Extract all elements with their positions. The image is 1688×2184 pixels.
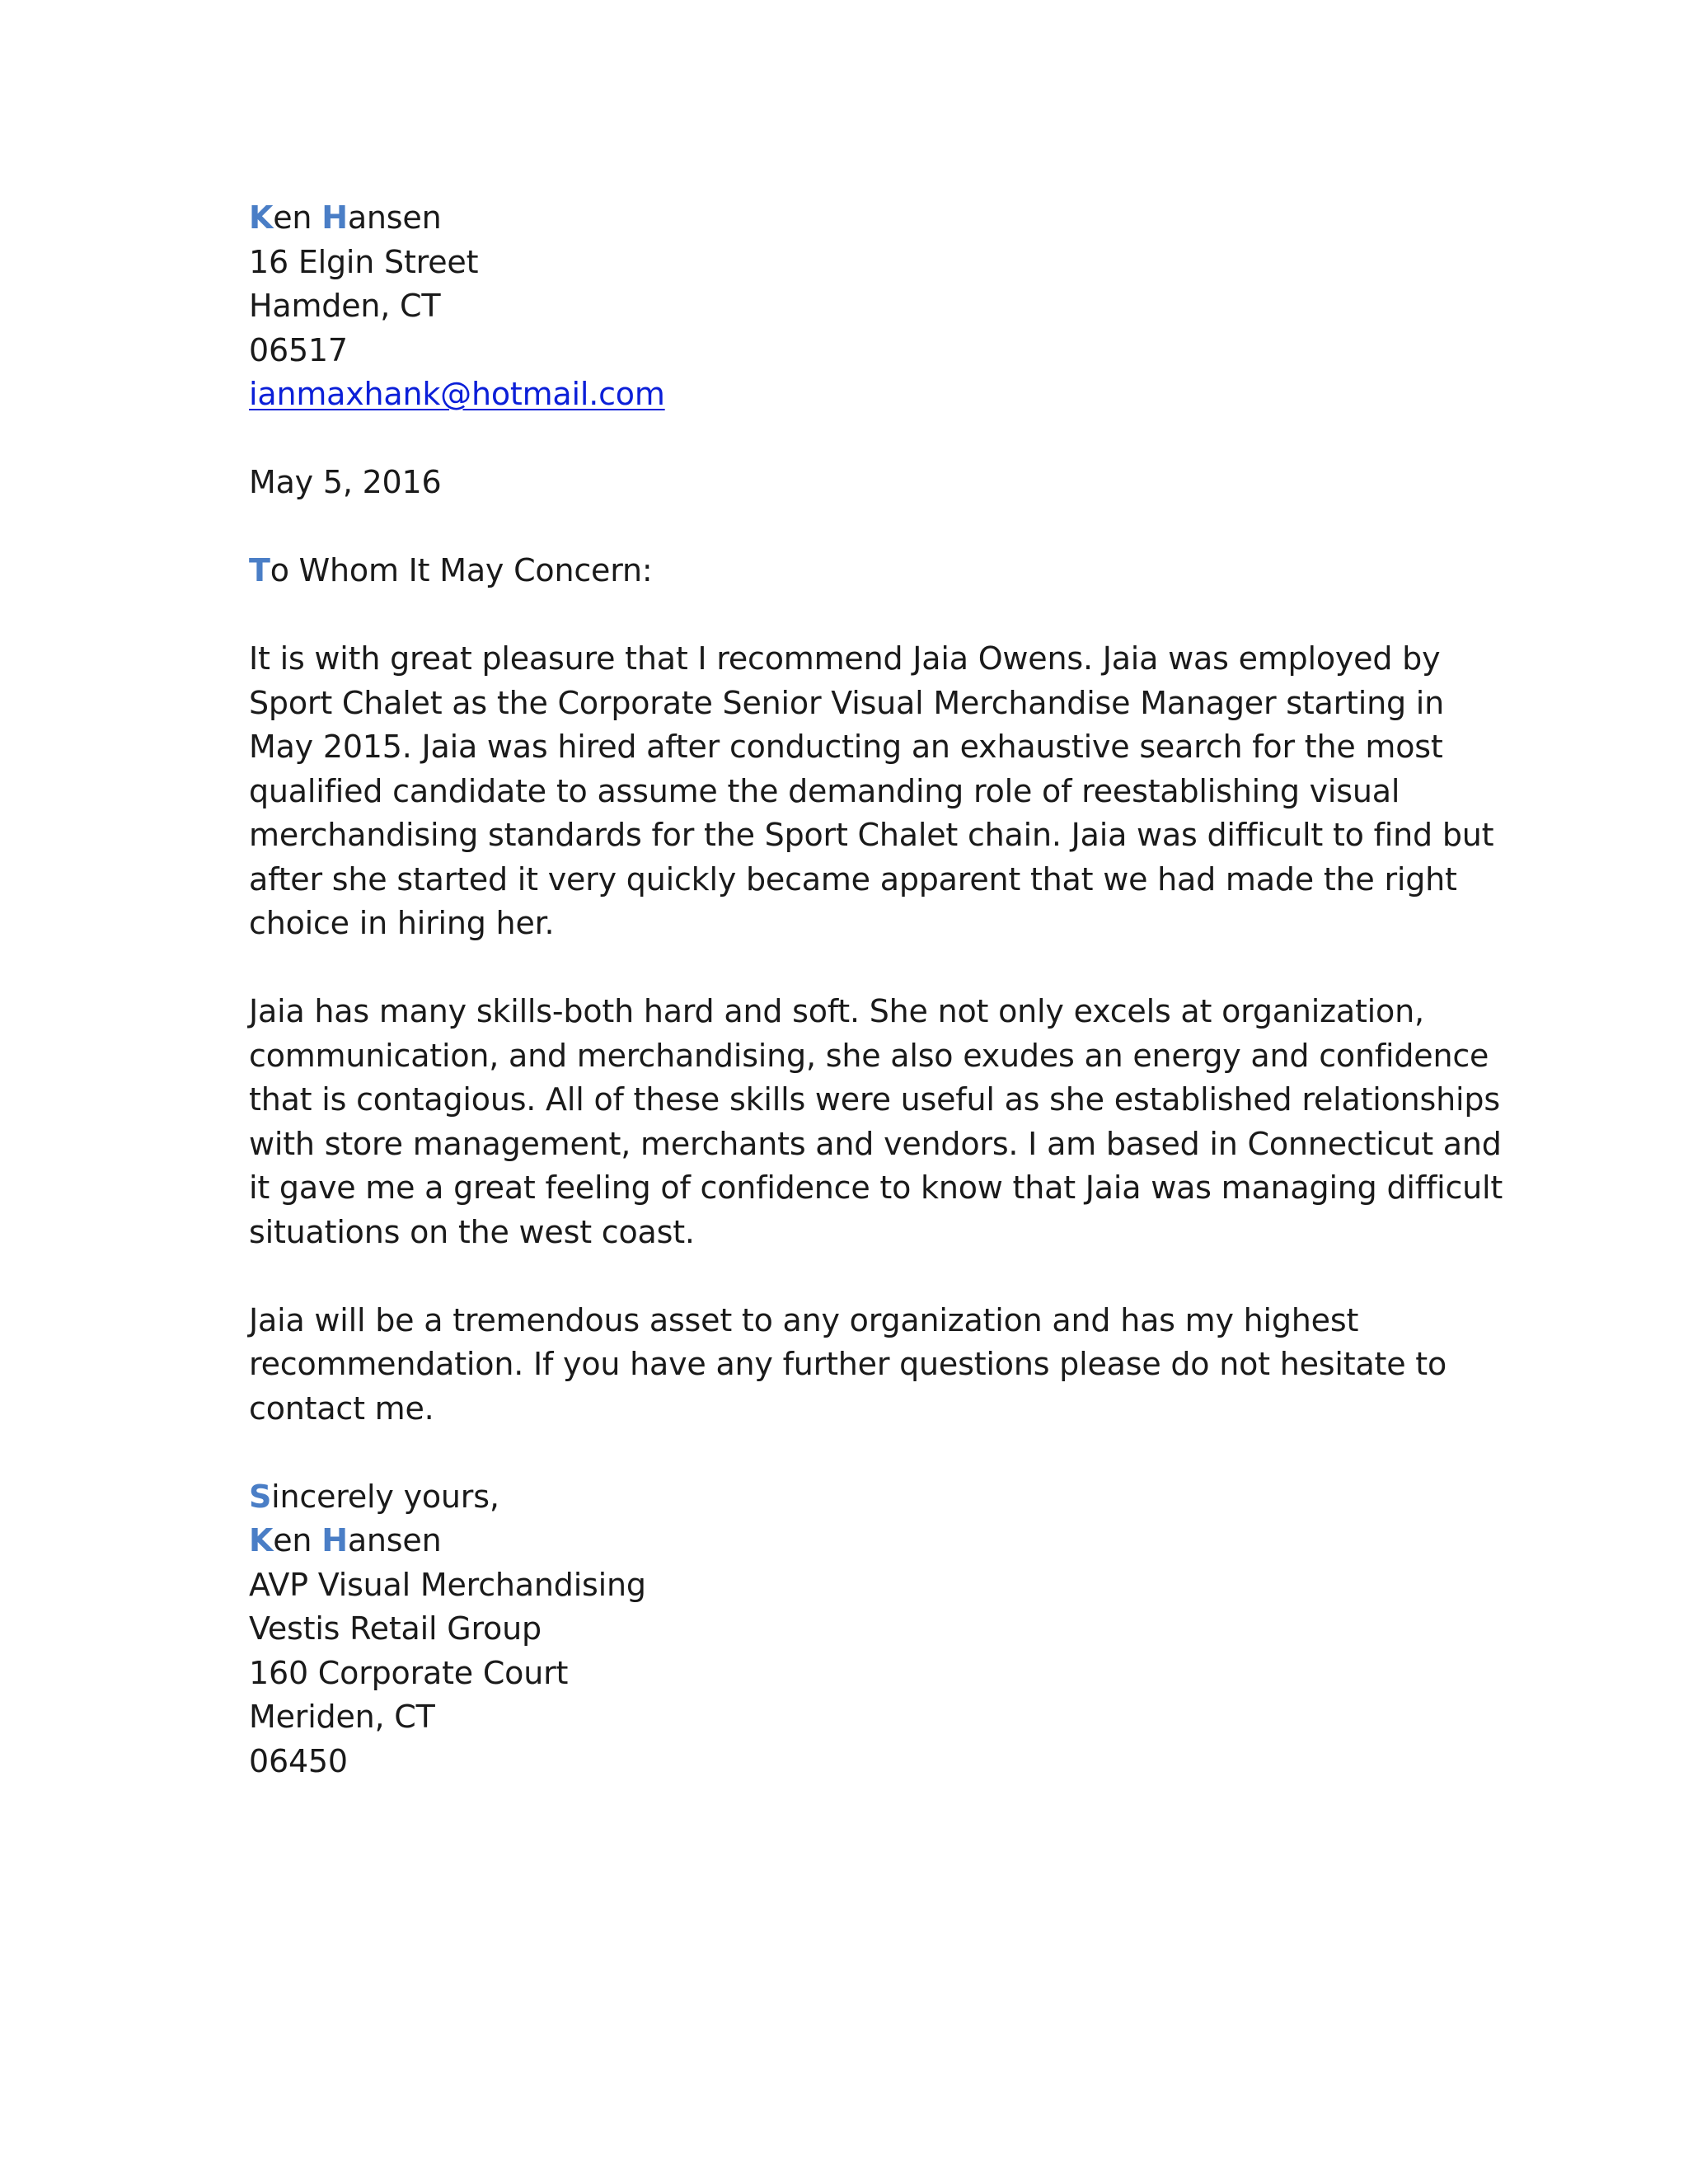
paragraph-line: it gave me a great feeling of confidence to know that Jaia was managing difficult [249, 1169, 1503, 1206]
paragraph-line: contact me. [249, 1390, 434, 1427]
paragraph-line: May 2015. Jaia was hired after conducting an exhaustive search for the most [249, 729, 1443, 765]
signature-name: Ken Hansen [249, 1522, 442, 1558]
paragraph-line: qualified candidate to assume the demanding role of reestablishing visual [249, 772, 1400, 809]
salutation: To Whom It May Concern: [249, 552, 653, 588]
signature-city-state: Meriden, CT [249, 1699, 435, 1735]
paragraph-line: It is with great pleasure that I recommend Jaia Owens. Jaia was employed by [249, 640, 1441, 677]
paragraph-line: choice in hiring her. [249, 905, 555, 941]
recommendation-letter [249, 196, 1503, 1783]
spacer [249, 505, 1452, 550]
paragraph-line: Jaia will be a tremendous asset to any organization and has my highest [249, 1301, 1359, 1338]
body-paragraph-1 [249, 637, 1494, 946]
spacer [249, 1431, 1452, 1475]
sender-city-state: Hamden, CT [249, 288, 441, 324]
letter-date: May 5, 2016 [249, 464, 442, 500]
spacer [249, 946, 1452, 991]
paragraph-line: recommendation. If you have any further questions please do not hesitate to [249, 1346, 1447, 1382]
closing: Sincerely yours, [249, 1478, 499, 1515]
signature-title: AVP Visual Merchandising [249, 1566, 646, 1603]
sender-name: Ken Hansen [249, 199, 442, 236]
sender-email-line [249, 373, 1452, 417]
sender-block [249, 196, 1452, 417]
body-paragraph-2 [249, 990, 1503, 1254]
signature-zip: 06450 [249, 1742, 348, 1779]
paragraph-line: Sport Chalet as the Corporate Senior Visual Merchandise Manager starting in [249, 684, 1445, 721]
signature-street: 160 Corporate Court [249, 1654, 569, 1691]
paragraph-line: with store management, merchants and vendors. I am based in Connecticut and [249, 1125, 1502, 1162]
paragraph-line: merchandising standards for the Sport Chalet chain. Jaia was difficult to find but [249, 817, 1494, 853]
spacer [249, 1254, 1452, 1299]
paragraph-line: after she started it very quickly became apparent that we had made the right [249, 860, 1457, 898]
sender-street: 16 Elgin Street [249, 243, 479, 280]
body-paragraph-3 [249, 1299, 1452, 1432]
spacer [249, 417, 1452, 462]
signature-block [249, 1475, 1452, 1784]
paragraph-line: situations on the west coast. [249, 1213, 695, 1250]
sender-email-link[interactable]: ianmaxhank@hotmail.com [249, 376, 665, 412]
paragraph-line: communication, and merchandising, she also exudes an energy and confidence [249, 1037, 1489, 1074]
paragraph-line: Jaia has many skills-both hard and soft. She not only excels at organization, [249, 993, 1424, 1029]
sender-zip: 06517 [249, 331, 348, 368]
paragraph-line: that is contagious. All of these skills were useful as she established relationships [249, 1081, 1500, 1118]
spacer [249, 593, 1452, 638]
signature-company: Vestis Retail Group [249, 1610, 542, 1647]
